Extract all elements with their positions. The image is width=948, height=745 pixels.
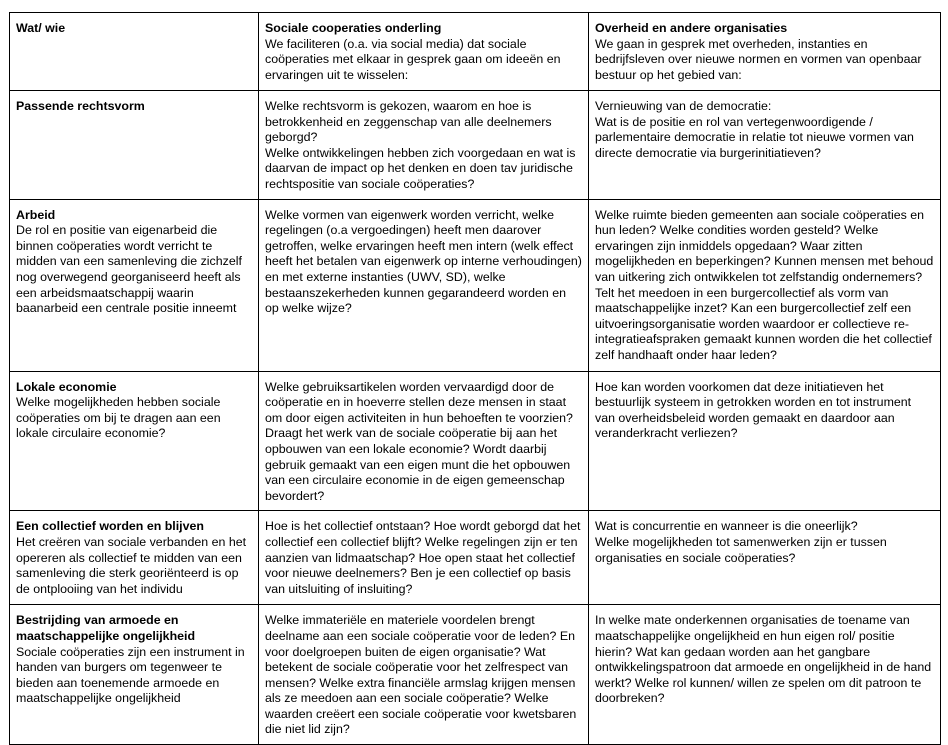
row-title: Bestrijding van armoede en maatschappelijke ongelijkheid bbox=[16, 613, 196, 643]
table-row bbox=[10, 199, 941, 371]
cell-text: Hoe is het collectief ontstaan? Hoe wordt geborgd dat het collectief een collectief blijft? Welke regelingen zijn er ten aanzien van lidmaatschap? Hoe open staat het collectief voor nieuwe deelnemers? Ben je een collectief op basis van uitsluiting of insluiting? bbox=[265, 519, 581, 596]
row-description: De rol en positie van eigenarbeid die binnen coöperaties wordt verricht te midden van een samenleving die zichzelf nog overwegend georganiseerd heeft als een arbeidsmaatschappij waarin baanarbeid een centrale positie inneemt bbox=[16, 223, 242, 316]
row-description: Welke mogelijkheden hebben sociale coöperaties om bij te dragen aan een lokale circulaire economie? bbox=[16, 395, 221, 441]
row-topic-cell bbox=[10, 605, 259, 745]
row-description: Het creëren van sociale verbanden en het opereren als collectief te midden van een samenleving die sterk georiënteerd is op de ontplooiing van het individu bbox=[16, 534, 247, 596]
header-title: Sociale cooperaties onderling bbox=[265, 21, 442, 35]
row-cooperaties-cell bbox=[259, 605, 589, 745]
cell-text: Welke rechtsvorm is gekozen, waarom en hoe is betrokkenheid en zeggenschap van alle deelnemers geborgd? Welke ontwikkelingen hebben zich voorgedaan en wat is daarvan de impact op het denken en doen tav juridische rechtspositie van sociale coöperaties? bbox=[265, 99, 576, 191]
row-title: Een collectief worden en blijven bbox=[16, 519, 204, 534]
table-header-row bbox=[10, 13, 941, 91]
cell-text: Wat is concurrentie en wanneer is die oneerlijk? Welke mogelijkheden tot samenwerken zijn er tussen organisaties en sociale coöperaties? bbox=[595, 519, 887, 565]
header-cell-wat-wie bbox=[10, 13, 259, 91]
cell-text: Welke vormen van eigenwerk worden verricht, welke regelingen (o.a vergoedingen) heeft men daarover getroffen, welke ervaringen heeft men intern (welk effect heeft het betalen van eigenwerk op interne verhoudingen) en met externe instanties (UWV, SD), welke bestaanszekerheden kunnen gegarandeerd worden en op welke wijze? bbox=[265, 207, 582, 316]
cell-text: In welke mate onderkennen organisaties de toename van maatschappelijke ongelijkheid en hun eigen rol/ positie hierin? Wat kan gedaan worden aan het gangbare ontwikkelingspatroon dat armoede en ongelijkheid in de hand werkt? Welke rol kunnen/ willen ze spelen om dit patroon te doorbreken? bbox=[595, 613, 932, 706]
row-overheid-cell bbox=[589, 371, 941, 511]
row-overheid-cell bbox=[589, 605, 941, 745]
header-title: Wat/ wie bbox=[16, 21, 66, 35]
row-description: Sociale coöperaties zijn een instrument in handen van burgers om tegenweer te bieden aan toenemende armoede en maatschappelijke ongelijkheid bbox=[16, 644, 245, 706]
row-overheid-cell bbox=[589, 91, 941, 200]
row-overheid-cell bbox=[589, 511, 941, 605]
row-title: Lokale economie bbox=[16, 379, 117, 394]
table-row bbox=[10, 91, 941, 200]
row-topic-cell bbox=[10, 511, 259, 605]
row-topic-cell bbox=[10, 199, 259, 371]
row-cooperaties-cell bbox=[259, 199, 589, 371]
overview-table bbox=[9, 12, 941, 745]
table-row bbox=[10, 371, 941, 511]
row-title: Arbeid bbox=[16, 207, 56, 222]
cell-text: Hoe kan worden voorkomen dat deze initiatieven het bestuurlijk systeem in getrokken worden en tot instrument van overheidsbeleid worden gemaakt en daardoor aan veranderkracht verliezen? bbox=[595, 379, 912, 441]
header-body: We faciliteren (o.a. via social media) dat sociale coöperaties met elkaar in gesprek gaan om ideeën en ervaringen uit te wisselen: bbox=[265, 36, 561, 82]
row-overheid-cell bbox=[589, 199, 941, 371]
cell-text: Welke immateriële en materiele voordelen brengt deelname aan een sociale coöperatie voor de leden? En voor doelgroepen buiten de eigen organisatie? Wat betekent de sociale coöperatie voor het zelfrespect van mensen? Welke extra financiële armslag krijgen mensen als ze meedoen aan een sociale coöperatie? Welke waarden creëert een sociale coöperatie voor kwetsbaren die niet lid zijn? bbox=[265, 613, 577, 737]
header-body: We gaan in gesprek met overheden, instanties en bedrijfsleven over nieuwe normen en vormen van openbaar bestuur op het gebied van: bbox=[595, 36, 922, 82]
row-title: Passende rechtsvorm bbox=[16, 99, 145, 113]
cell-text: Welke ruimte bieden gemeenten aan sociale coöperaties en hun leden? Welke condities worden gesteld? Welke ervaringen zijn inmiddels opgedaan? Waar zitten mogelijkheden en beperkingen? Kunnen mensen met behoud van uitkering zich ontwikkelen tot zelfstandig ondernemers? Telt het meedoen in een burgercollectief als vorm van maatschappelijke inzet? Kan een burgercollectief zelf een uitvoeringsorganisatie worden waardoor er collectieve re-integratieafspraken gemaakt kunnen worden die het collectief zelf handhaaft onder haar leden? bbox=[595, 207, 934, 362]
row-topic-cell bbox=[10, 371, 259, 511]
row-topic-cell bbox=[10, 91, 259, 200]
row-cooperaties-cell bbox=[259, 91, 589, 200]
table-row bbox=[10, 511, 941, 605]
row-cooperaties-cell bbox=[259, 511, 589, 605]
header-cell-sociale-cooperaties bbox=[259, 13, 589, 91]
cell-text: Welke gebruiksartikelen worden vervaardigd door de coöperatie en in hoeverre stellen deze mensen in staat om door eigen activiteiten in hun behoeften te voorzien? Draagt het werk van de sociale coöperatie bij aan het opbouwen van een lokale economie? Wordt daarbij gebruik gemaakt van een eigen munt die het opbouwen van een circulaire economie in de eigen gemeenschap bevordert? bbox=[265, 379, 573, 503]
header-cell-overheid bbox=[589, 13, 941, 91]
table-row bbox=[10, 605, 941, 745]
row-cooperaties-cell bbox=[259, 371, 589, 511]
header-title: Overheid en andere organisaties bbox=[595, 21, 788, 35]
cell-text: Vernieuwing van de democratie: Wat is de positie en rol van vertegenwoordigende / parlementaire democratie in relatie tot nieuwe vormen van directe democratie via burgerinitiatieven? bbox=[595, 99, 914, 160]
